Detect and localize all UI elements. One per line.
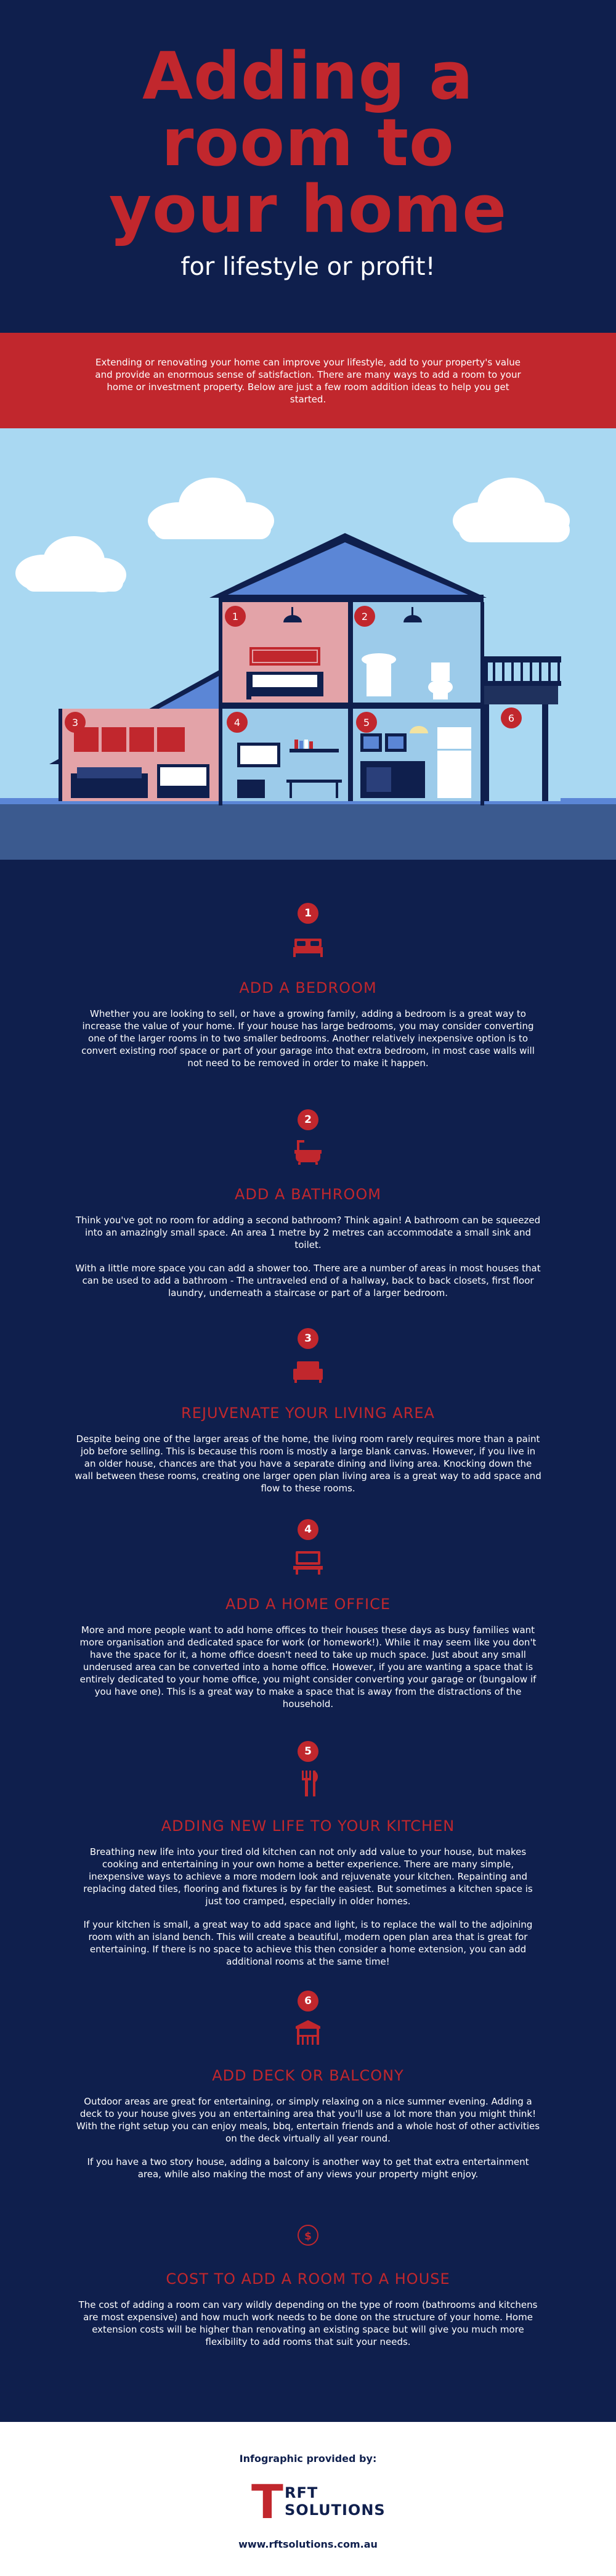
marker-6-label: 6: [508, 712, 515, 724]
logo-solutions-text: SOLUTIONS: [285, 2501, 386, 2519]
house-svg: [0, 428, 616, 860]
marker-2: [354, 606, 375, 627]
house-illustration: [0, 428, 616, 860]
website-link[interactable]: www.rftsolutions.com.au: [238, 2538, 378, 2550]
section-text: If you have a two story house, adding a balcony is another way to get that extra entertainment area, while also making the most of any views your property might enjoy.: [87, 2156, 529, 2180]
section-heading: ADD A BATHROOM: [235, 1186, 381, 1203]
section-number: 1: [298, 903, 318, 924]
provided-by-label: Infographic provided by:: [239, 2453, 377, 2464]
section-heading: REJUVENATE YOUR LIVING AREA: [181, 1404, 435, 1422]
marker-1-label: 1: [232, 611, 239, 622]
section-deck-balcony: [0, 1991, 616, 2180]
section-text: With a little more space you can add a shower too. There are a number of areas in most houses that can be used to add a bathroom - The untraveled end of a hallway, back to back closets, first floor laundry, underneath a staircase or part of a larger bedroom.: [75, 1263, 541, 1298]
marker-3-label: 3: [71, 717, 79, 728]
section-heading: ADDING NEW LIFE TO YOUR KITCHEN: [161, 1817, 455, 1835]
section-heading: ADD A HOME OFFICE: [225, 1596, 391, 1613]
dollar-icon: $: [298, 2225, 318, 2246]
marker-6: [501, 707, 522, 728]
marker-4-label: 4: [233, 717, 241, 728]
sofa-icon: [290, 1355, 326, 1385]
section-cost: [0, 2225, 616, 2348]
marker-5: [356, 712, 377, 733]
section-bathroom: [0, 1109, 616, 1299]
intro-band: [0, 333, 616, 428]
section-living-area: [0, 1328, 616, 1494]
rft-solutions-logo[interactable]: [246, 2474, 386, 2529]
section-heading: ADD A BEDROOM: [239, 979, 377, 997]
section-text: Whether you are looking to sell, or have a growing family, adding a bedroom is a great way to increase the value of your home. If your house has large bedrooms, you may consider converting one of the larger rooms in to two smaller bedrooms. Another relatively inexpensive option is to convert existing roof space or part of your garage into that extra bedroom, in most case walls will not need to be removed in order to make it happen.: [81, 1008, 535, 1069]
marker-2-label: 2: [361, 611, 368, 622]
balcony-icon: [290, 2018, 326, 2047]
cloud-middle-icon: [148, 478, 274, 539]
marker-4: [227, 712, 248, 733]
section-text: Outdoor areas are great for entertaining, or simply relaxing on a nice summer evening. Adding a deck to your house gives you an entertaining area that you'll use a lot more than you might think! With the right setup you can enjoy meals, bbq, entertain friends and a whole host of other activities on the deck virtually all year round.: [76, 2096, 540, 2144]
cloud-right-icon: [453, 478, 570, 542]
intro-text: Extending or renovating your home can improve your lifestyle, add to your property's value and provide an enormous sense of satisfaction. There are many ways to add a room to your home or investment property. Below are just a few room addition ideas to help you get started.: [95, 356, 521, 405]
section-text: Breathing new life into your tired old kitchen can not only add value to your house, but makes cooking and entertaining in your own home a better experience. There are many simple, inexpensive ways to achieve a more modern look and rejuvenate your kitchen. Repainting and replacing dated tiles, flooring and fixtures is by far the easiest. But sometimes a kitchen space is just too cramped, especially in older homes.: [83, 1846, 533, 1907]
logo-t-mark: T: [251, 2474, 283, 2529]
section-number: 2: [298, 1109, 318, 1130]
section-text: Think you've got no room for adding a second bathroom? Think again! A bathroom can be squeezed into an amazingly small space. An area 1 metre by 2 metres can accommodate a small sink and toilet.: [75, 1215, 541, 1250]
section-text: If your kitchen is small, a great way to add space and light, is to replace the wall to the adjoining room with an island bench. This will create a beautiful, modern open plan area that is great for entertaining. If there is no space to achieve this then consider a home extension, you can add additional rooms at the same time!: [83, 1919, 533, 1967]
section-text: More and more people want to add home offices to their houses these days as busy families want more organisation and dedicated space for work (or homework!). While it may seem like you don't have the space for it, a home office doesn't need to take up much space. Just about any small underused area can be converted into a home office. However, if you are wanting a space that is entirely dedicated to your home office, you might consider converting your garage or (bungalow if you have one). This is a great way to make a space that is away from the distractions of the household.: [79, 1624, 537, 1710]
section-text: The cost of adding a room can vary wildly depending on the type of room (bathrooms and kitchens are most expensive) and how much work needs to be done on the structure of your home. Home extension costs will be higher than renovating an existing space but will give you much more flexibility to add rooms that suit your needs.: [78, 2299, 538, 2347]
bed-icon: [290, 930, 326, 960]
section-number: 5: [298, 1741, 318, 1762]
subtitle: for lifestyle or profit!: [180, 253, 436, 281]
header: [0, 0, 616, 333]
section-bedroom: [0, 903, 616, 1069]
title-line-1: Adding a: [142, 38, 474, 114]
section-number: 3: [298, 1328, 318, 1349]
title-line-2: room to: [161, 105, 455, 181]
section-kitchen: [0, 1741, 616, 1968]
sections: [0, 860, 616, 2422]
section-number: 6: [298, 1991, 318, 2011]
marker-3: [65, 712, 86, 733]
section-number: 4: [298, 1519, 318, 1540]
title-line-3: your home: [108, 171, 508, 247]
section-heading: ADD DECK OR BALCONY: [212, 2067, 404, 2084]
logo-rft-text: RFT: [285, 2484, 318, 2501]
bathtub-icon: [290, 1136, 326, 1166]
cloud-left-icon: [15, 536, 126, 592]
section-home-office: [0, 1519, 616, 1710]
desk-icon: [290, 1546, 326, 1576]
section-heading: COST TO ADD A ROOM TO A HOUSE: [166, 2270, 450, 2288]
cutlery-icon: [290, 1768, 326, 1798]
section-text: Despite being one of the larger areas of the home, the living room rarely requires more than a paint job before selling. This is because this room is mostly a large blank canvas. However, if you live in an older house, chances are that you have a separate dining and living area. Knocking down the wall between these rooms, creating one larger open plan living area is a great way to add space and flow to these rooms.: [75, 1433, 541, 1494]
marker-5-label: 5: [363, 717, 370, 728]
marker-1: [225, 606, 246, 627]
footer: [0, 2422, 616, 2576]
